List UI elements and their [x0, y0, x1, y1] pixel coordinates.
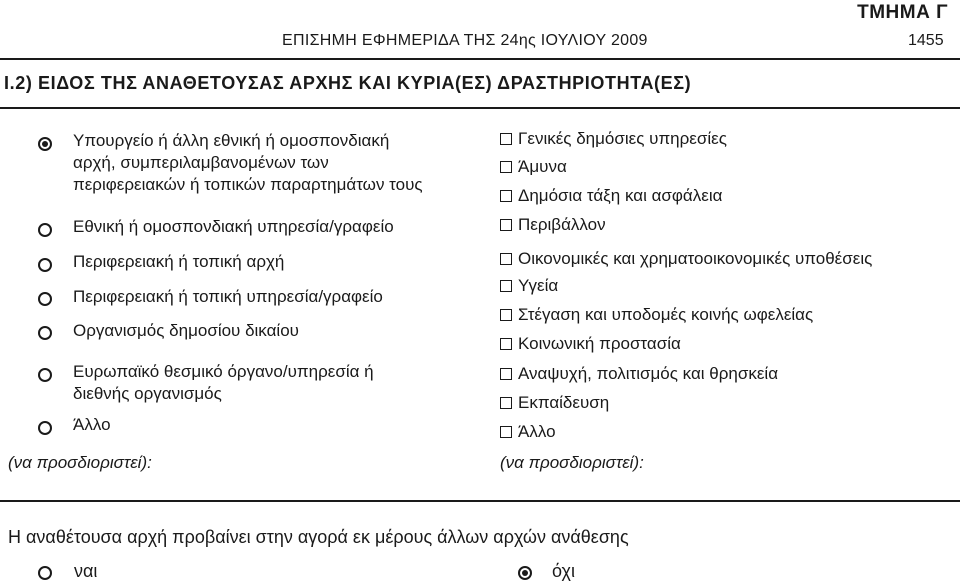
activity-checkbox-9[interactable] — [500, 368, 512, 380]
authority-type-radio-4[interactable] — [38, 292, 52, 306]
activities-specify-label: (να προσδιοριστεί): — [500, 453, 644, 472]
activity-label-3: Δημόσια τάξη και ασφάλεια — [518, 186, 723, 205]
purchasing-yes-radio[interactable] — [38, 566, 52, 580]
activity-label-11: Άλλο — [518, 422, 556, 441]
activity-checkbox-7[interactable] — [500, 309, 512, 321]
activity-label-10: Εκπαίδευση — [518, 393, 610, 412]
authority-type-label-1: Υπουργείο ή άλλη εθνική ή ομοσπονδιακή αρχή, συμπεριλαμβανομένων των περιφερειακών ή τοπικών παραρτημάτων τους — [73, 131, 423, 194]
purchasing-no-label: όχι — [552, 561, 575, 581]
section-heading: I.2) ΕΙΔΟΣ ΤΗΣ ΑΝΑΘΕΤΟΥΣΑΣ ΑΡΧΗΣ ΚΑΙ ΚΥΡΙΑ(ΕΣ) ΔΡΑΣΤΗΡΙΟΤΗΤΑ(ΕΣ) — [4, 73, 692, 93]
activity-label-6: Υγεία — [518, 276, 559, 295]
authority-type-radio-2[interactable] — [38, 223, 52, 237]
activity-label-1: Γενικές δημόσιες υπηρεσίες — [518, 129, 727, 148]
activity-checkbox-5[interactable] — [500, 253, 512, 265]
authority-type-label-2: Εθνική ή ομοσπονδιακή υπηρεσία/γραφείο — [73, 217, 394, 236]
authority-type-radio-7[interactable] — [38, 421, 52, 435]
purchasing-question: Η αναθέτουσα αρχή προβαίνει στην αγορά εκ μέρους άλλων αρχών ανάθεσης — [8, 527, 629, 547]
activity-label-9: Αναψυχή, πολιτισμός και θρησκεία — [518, 364, 779, 383]
purchasing-yes-label: ναι — [74, 561, 98, 581]
authority-type-label-5: Οργανισμός δημοσίου δικαίου — [73, 321, 299, 340]
authority-type-label-4: Περιφερειακή ή τοπική υπηρεσία/γραφείο — [73, 287, 383, 306]
activity-checkbox-8[interactable] — [500, 338, 512, 350]
activity-label-8: Κοινωνική προστασία — [518, 334, 681, 353]
activity-checkbox-4[interactable] — [500, 219, 512, 231]
activity-checkbox-6[interactable] — [500, 280, 512, 292]
activity-label-2: Άμυνα — [518, 157, 567, 176]
authority-type-radio-1[interactable] — [38, 137, 52, 151]
activity-label-4: Περιβάλλον — [518, 215, 606, 234]
gazette-title: ΕΠΙΣΗΜΗ ΕΦΗΜΕΡΙΔΑ ΤΗΣ 24ης ΙΟΥΛΙΟΥ 2009 — [282, 32, 648, 49]
bottom-divider — [0, 500, 960, 502]
activity-checkbox-1[interactable] — [500, 133, 512, 145]
authority-specify-label: (να προσδιοριστεί): — [8, 453, 152, 472]
authority-type-radio-3[interactable] — [38, 258, 52, 272]
activity-label-7: Στέγαση και υποδομές κοινής ωφελείας — [518, 305, 814, 324]
activity-checkbox-2[interactable] — [500, 161, 512, 173]
purchasing-no-radio[interactable] — [518, 566, 532, 580]
heading-divider — [0, 107, 960, 109]
authority-type-radio-5[interactable] — [38, 326, 52, 340]
top-divider — [0, 58, 960, 60]
page-number: 1455 — [908, 32, 944, 49]
authority-type-label-7: Άλλο — [73, 415, 111, 434]
activity-checkbox-11[interactable] — [500, 426, 512, 438]
activity-label-5: Οικονομικές και χρηματοοικονομικές υποθέσεις — [518, 249, 873, 268]
authority-type-label-3: Περιφερειακή ή τοπική αρχή — [73, 252, 285, 271]
section-tag: ΤΜΗΜΑ Γ — [857, 2, 948, 23]
activity-checkbox-10[interactable] — [500, 397, 512, 409]
activity-checkbox-3[interactable] — [500, 190, 512, 202]
authority-type-radio-6[interactable] — [38, 368, 52, 382]
authority-type-label-6: Ευρωπαϊκό θεσμικό όργανο/υπηρεσία ή διεθνής οργανισμός — [73, 362, 374, 403]
